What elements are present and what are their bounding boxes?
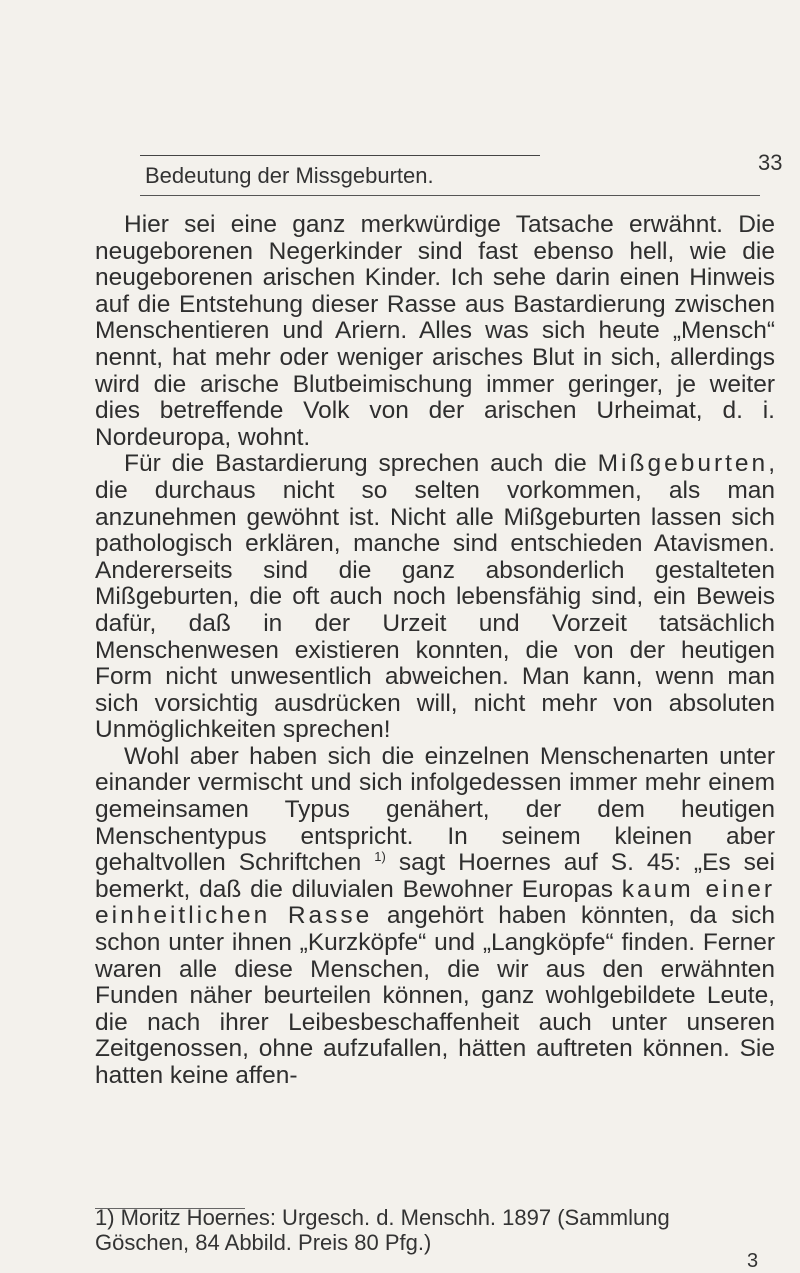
p3-spaced-phrase: kaum einer einheitlichen Rasse (95, 875, 775, 930)
footnote-mark: 1) (95, 1205, 115, 1230)
paragraph-2 (95, 451, 775, 744)
footnote-reference: 1) (374, 849, 386, 865)
p2-after: , die durchaus nicht so selten vorkommen, als man anzunehmen gewöhnt ist. Nicht alle Mißgeburten lassen sich pathologisch erklären, manche sind entschieden Atavismen. Andererseits sind die ganz absonderlich gestalteten Mißgeburten, die oft auch noch lebensfähig sind, ein Beweis dafür, daß in der Urzeit und Vorzeit tatsächlich Menschenwesen existieren konnten, die von der heutigen Form nicht unwesentlich abweichen. Man kann, wenn man sich vorsichtig ausdrücken will, nicht mehr von absoluten Unmöglichkeiten sprechen! (95, 450, 775, 744)
p3-after: angehört haben könnten, da sich schon unter ihnen „Kurzköpfe“ und „Langköpfe“ finden. Ferner waren alle diese Menschen, die wir aus den erwähnten Funden näher beurteilen können, ganz wohlgebildete Leute, die nach ihrer Leibesbeschaffenheit auch unter unseren Zeitgenossen, ohne aufzufallen, hätten auftreten können. Sie hatten keine affen- (95, 902, 775, 1089)
header-rule (140, 195, 760, 196)
top-rule (140, 155, 540, 156)
signature-mark: 3 (747, 1250, 759, 1272)
body-text (95, 212, 775, 1090)
page-number: 33 (758, 150, 783, 175)
p2-spaced-term: Mißgeburten (597, 450, 769, 478)
paragraph-1: Hier sei eine ganz merkwürdige Tatsache erwähnt. Die neugeborenen Negerkinder sind fast ebenso hell, wie die neugeborenen arischen Kinder. Ich sehe darin einen Hinweis auf die Entstehung dieser Rasse aus Bastardierung zwischen Menschentieren und Ariern. Alles was sich heute „Mensch“ nennt, hat mehr oder weniger arisches Blut in sich, allerdings wird die arische Blutbeimischung immer geringer, je weiter dies betreffende Volk von der arischen Urheimat, d. i. Nordeuropa, wohnt. (95, 211, 775, 451)
p2-before: Für die Bastardierung sprechen auch die (124, 450, 598, 478)
p3-before: Wohl aber haben sich die einzelnen Menschenarten unter einander vermischt und sich infolgedessen immer mehr einem gemeinsamen Typus genähert, der dem heutigen Menschentypus entspricht. In seinem kleinen aber gehaltvollen Schriftchen (95, 742, 775, 877)
paragraph-3 (95, 744, 775, 1090)
running-head: Bedeutung der Missgeburten. (145, 163, 434, 188)
p3-middle: sagt Hoernes auf S. 45: „Es sei bemerkt, daß die diluvialen Bewohner Europas (95, 849, 775, 903)
footnote (95, 1205, 775, 1255)
footnote-line-1: Moritz Hoernes: Urgesch. d. Menschh. 1897 (Sammlung (114, 1205, 670, 1230)
footnote-line-2: Göschen, 84 Abbild. Preis 80 Pfg.) (95, 1230, 432, 1255)
